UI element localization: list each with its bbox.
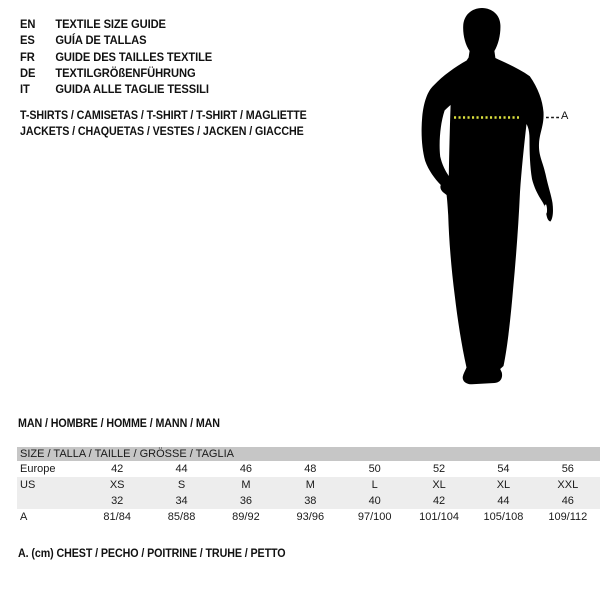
table-cell: 44 [497, 495, 510, 507]
table-cell: 109/112 [548, 511, 588, 523]
category-tshirts: T-SHIRTS / CAMISETAS / T-SHIRT / T-SHIRT / MAGLIETTE [20, 110, 307, 122]
table-cell: 97/100 [357, 511, 392, 523]
table-cell: 46 [561, 495, 574, 507]
language-code: FR [20, 49, 35, 64]
row-label: US [20, 479, 36, 491]
table-cell: XL [496, 479, 511, 491]
table-cell: 56 [561, 463, 574, 475]
table-cell: 42 [432, 495, 446, 507]
table-cell: M [305, 479, 315, 491]
table-cell: M [241, 479, 251, 491]
measurement-label-a: A [561, 110, 569, 122]
table-cell: S [177, 479, 186, 491]
table-cell: 93/96 [296, 511, 325, 523]
language-title: GUIDA ALLE TAGLIE TESSILI [55, 82, 209, 97]
table-cell: XL [432, 479, 446, 491]
language-code: EN [20, 17, 36, 31]
table-cell: 44 [175, 463, 188, 475]
table-row-us-numeric [17, 493, 600, 509]
language-row-fr [20, 49, 212, 65]
table-cell: 38 [304, 495, 317, 507]
table-cell: 101/104 [419, 511, 459, 523]
table-cell: 52 [432, 463, 446, 475]
table-cell: 48 [304, 463, 317, 475]
language-title: TEXTILE SIZE GUIDE [55, 17, 166, 31]
table-row-us-letters [17, 477, 600, 493]
table-cell: 81/84 [103, 511, 131, 523]
section-title-man: MAN / HOMBRE / HOMME / MANN / MAN [18, 418, 220, 430]
language-title: GUÍA DE TALLAS [55, 33, 147, 48]
measurement-footnote: A. (cm) CHEST / PECHO / POITRINE / TRUHE / PETTO [18, 548, 286, 560]
table-cell: 32 [111, 495, 124, 507]
table-cell: 40 [368, 495, 381, 507]
language-row-it [20, 81, 212, 97]
language-list [20, 16, 212, 97]
table-cell: XS [109, 479, 125, 491]
language-title: TEXTILGRÖßENFÜHRUNG [55, 65, 196, 80]
row-label: Europe [20, 463, 56, 475]
size-table-header: SIZE / TALLA / TAILLE / GRÖSSE / TAGLIA [17, 447, 600, 461]
man-silhouette-figure [420, 5, 573, 387]
table-row-europe [17, 461, 600, 477]
size-table [17, 447, 600, 525]
language-code: IT [20, 82, 30, 97]
table-cell: 50 [368, 463, 381, 475]
language-row-de [20, 65, 212, 81]
table-cell: XXL [557, 479, 579, 491]
language-code: ES [20, 33, 35, 48]
category-list [20, 109, 307, 140]
table-cell: 42 [111, 463, 124, 475]
table-cell: 36 [239, 495, 253, 507]
table-cell: L [371, 479, 378, 491]
table-row-chest-cm [17, 509, 600, 525]
row-label: A [20, 511, 28, 523]
category-jackets: JACKETS / CHAQUETAS / VESTES / JACKEN / GIACCHE [20, 125, 304, 138]
table-cell: 46 [239, 463, 253, 475]
table-cell: 54 [497, 463, 510, 475]
table-cell: 105/108 [483, 511, 524, 523]
language-row-es [20, 32, 212, 48]
table-cell: 89/92 [232, 511, 260, 523]
man-silhouette [422, 8, 553, 384]
language-row-en [20, 16, 212, 32]
table-cell: 34 [175, 495, 188, 507]
language-title: GUIDE DES TAILLES TEXTILE [55, 49, 213, 64]
table-cell: 85/88 [167, 511, 196, 523]
row-label [17, 493, 85, 509]
language-code: DE [20, 65, 36, 80]
